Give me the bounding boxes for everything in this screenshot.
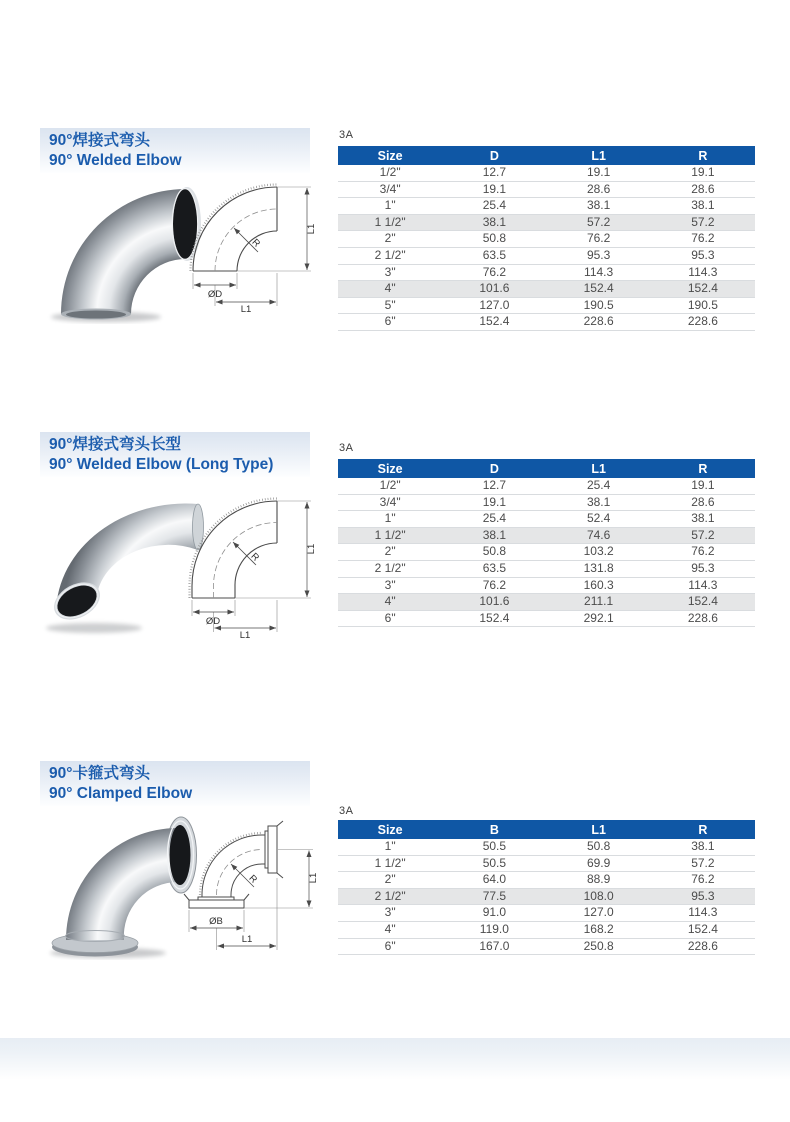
- section-title-en: 90° Welded Elbow: [49, 152, 182, 169]
- table-cell: 57.2: [651, 855, 755, 872]
- table-cell: 28.6: [547, 181, 651, 198]
- table-cell: 63.5: [442, 560, 546, 577]
- table-cell: 168.2: [547, 921, 651, 938]
- section-title-zh: 90°焊接式弯头长型: [49, 436, 181, 453]
- table-cell: 38.1: [547, 494, 651, 511]
- dim-label-diameter: ØD: [207, 289, 223, 300]
- column-header: B: [442, 820, 546, 839]
- table-cell: 77.5: [442, 888, 546, 905]
- table-cell: 25.4: [442, 511, 546, 528]
- table-cell: 228.6: [651, 610, 755, 627]
- table-cell: 2 1/2": [338, 560, 442, 577]
- spec-table-welded-elbow-long: [338, 459, 755, 627]
- table-cell: 6": [338, 938, 442, 955]
- table-cell: 101.6: [442, 594, 546, 611]
- table-cell: 3": [338, 577, 442, 594]
- table-row: [338, 314, 755, 331]
- dim-label-l1-horizontal: L1: [239, 630, 251, 640]
- table-row: [338, 888, 755, 905]
- table-cell: 160.3: [547, 577, 651, 594]
- table-row: [338, 165, 755, 181]
- spec-table-welded-elbow: [338, 146, 755, 331]
- bottom-gradient-band: [0, 1038, 790, 1080]
- table-row: [338, 527, 755, 544]
- welded-elbow-drawing: [180, 176, 320, 316]
- dim-label-l1-vertical: L1: [306, 223, 317, 235]
- table-cell: 25.4: [442, 198, 546, 215]
- table-cell: 114.3: [547, 264, 651, 281]
- table-row: [338, 872, 755, 889]
- table-cell: 190.5: [547, 297, 651, 314]
- section-title-en: 90° Welded Elbow (Long Type): [49, 456, 274, 473]
- table-cell: 6": [338, 314, 442, 331]
- column-header: Size: [338, 459, 442, 478]
- table-cell: 95.3: [651, 247, 755, 264]
- table-cell: 4": [338, 594, 442, 611]
- dim-label-diameter: ØD: [205, 616, 221, 627]
- table-cell: 4": [338, 281, 442, 298]
- table-cell: 3/4": [338, 494, 442, 511]
- table-cell: 152.4: [651, 594, 755, 611]
- table-cell: 76.2: [442, 264, 546, 281]
- dim-label-radius: R: [249, 236, 263, 250]
- column-header: D: [442, 459, 546, 478]
- column-header: Size: [338, 146, 442, 165]
- table-cell: 152.4: [442, 314, 546, 331]
- table-row: [338, 905, 755, 922]
- table-cell: 25.4: [547, 478, 651, 494]
- table-cell: 19.1: [651, 478, 755, 494]
- table-cell: 114.3: [651, 577, 755, 594]
- table-row: [338, 511, 755, 528]
- table-row: [338, 938, 755, 955]
- table-cell: 3": [338, 905, 442, 922]
- table-cell: 57.2: [547, 214, 651, 231]
- table-row: [338, 281, 755, 298]
- table-cell: 52.4: [547, 511, 651, 528]
- table-cell: 19.1: [651, 165, 755, 181]
- table-cell: 3": [338, 264, 442, 281]
- table-cell: 152.4: [651, 281, 755, 298]
- table-cell: 38.1: [547, 198, 651, 215]
- column-header: R: [651, 459, 755, 478]
- table-cell: 74.6: [547, 527, 651, 544]
- table-cell: 114.3: [651, 905, 755, 922]
- table-header-row: [338, 146, 755, 165]
- table-cell: 228.6: [651, 938, 755, 955]
- welded-elbow-long-drawing: [180, 486, 320, 640]
- table-row: [338, 577, 755, 594]
- table-cell: 119.0: [442, 921, 546, 938]
- table-cell: 12.7: [442, 478, 546, 494]
- section-title-block: [40, 761, 310, 806]
- table-cell: 167.0: [442, 938, 546, 955]
- table-cell: 63.5: [442, 247, 546, 264]
- section-title-zh: 90°卡箍式弯头: [49, 765, 150, 782]
- table-cell: 108.0: [547, 888, 651, 905]
- table-cell: 19.1: [442, 494, 546, 511]
- table-row: [338, 855, 755, 872]
- table-cell: 1/2": [338, 478, 442, 494]
- table-row: [338, 198, 755, 215]
- table-cell: 50.5: [442, 855, 546, 872]
- standard-label: 3A: [339, 442, 354, 454]
- table-cell: 57.2: [651, 527, 755, 544]
- table-cell: 1/2": [338, 165, 442, 181]
- table-row: [338, 264, 755, 281]
- table-cell: 95.3: [651, 560, 755, 577]
- table-cell: 50.5: [442, 839, 546, 855]
- table-cell: 50.8: [442, 231, 546, 248]
- table-cell: 1 1/2": [338, 527, 442, 544]
- section-title-zh: 90°焊接式弯头: [49, 132, 150, 149]
- column-header: R: [651, 820, 755, 839]
- table-cell: 76.2: [651, 544, 755, 561]
- table-cell: 38.1: [442, 214, 546, 231]
- table-cell: 50.8: [547, 839, 651, 855]
- column-header: Size: [338, 820, 442, 839]
- dim-label-l1-horizontal: L1: [240, 304, 252, 315]
- table-cell: 28.6: [651, 494, 755, 511]
- table-cell: 211.1: [547, 594, 651, 611]
- column-header: L1: [547, 820, 651, 839]
- dim-label-radius: R: [248, 550, 262, 564]
- table-cell: 38.1: [442, 527, 546, 544]
- column-header: L1: [547, 459, 651, 478]
- table-cell: 91.0: [442, 905, 546, 922]
- table-cell: 1": [338, 839, 442, 855]
- table-cell: 2": [338, 231, 442, 248]
- dim-label-l1-horizontal: L1: [241, 934, 253, 945]
- table-cell: 114.3: [651, 264, 755, 281]
- table-cell: 2 1/2": [338, 888, 442, 905]
- table-cell: 228.6: [651, 314, 755, 331]
- column-header: L1: [547, 146, 651, 165]
- table-row: [338, 560, 755, 577]
- table-cell: 57.2: [651, 214, 755, 231]
- table-cell: 76.2: [651, 872, 755, 889]
- spec-table-clamped-elbow: [338, 820, 755, 955]
- table-row: [338, 494, 755, 511]
- table-cell: 292.1: [547, 610, 651, 627]
- column-header: D: [442, 146, 546, 165]
- table-cell: 76.2: [651, 231, 755, 248]
- table-cell: 1 1/2": [338, 214, 442, 231]
- table-cell: 95.3: [651, 888, 755, 905]
- table-cell: 152.4: [442, 610, 546, 627]
- table-cell: 3/4": [338, 181, 442, 198]
- table-row: [338, 544, 755, 561]
- table-row: [338, 921, 755, 938]
- table-cell: 69.9: [547, 855, 651, 872]
- table-cell: 38.1: [651, 839, 755, 855]
- table-cell: 5": [338, 297, 442, 314]
- section-title-block: [40, 128, 310, 173]
- table-header-row: [338, 820, 755, 839]
- table-cell: 19.1: [442, 181, 546, 198]
- table-cell: 1": [338, 198, 442, 215]
- table-cell: 1 1/2": [338, 855, 442, 872]
- table-cell: 228.6: [547, 314, 651, 331]
- table-cell: 250.8: [547, 938, 651, 955]
- dim-label-diameter: ØB: [209, 916, 223, 927]
- table-cell: 64.0: [442, 872, 546, 889]
- table-cell: 28.6: [651, 181, 755, 198]
- column-header: R: [651, 146, 755, 165]
- table-row: [338, 839, 755, 855]
- table-cell: 103.2: [547, 544, 651, 561]
- table-cell: 4": [338, 921, 442, 938]
- dim-label-radius: R: [246, 872, 260, 886]
- table-cell: 50.8: [442, 544, 546, 561]
- table-cell: 38.1: [651, 511, 755, 528]
- section-title-block: [40, 432, 310, 477]
- table-cell: 101.6: [442, 281, 546, 298]
- table-row: [338, 231, 755, 248]
- clamped-elbow-drawing: [180, 810, 330, 955]
- table-cell: 2": [338, 872, 442, 889]
- table-cell: 38.1: [651, 198, 755, 215]
- table-row: [338, 610, 755, 627]
- table-cell: 1": [338, 511, 442, 528]
- table-cell: 95.3: [547, 247, 651, 264]
- table-cell: 6": [338, 610, 442, 627]
- table-cell: 152.4: [651, 921, 755, 938]
- standard-label: 3A: [339, 129, 354, 141]
- table-header-row: [338, 459, 755, 478]
- table-row: [338, 297, 755, 314]
- dim-label-l1-vertical: L1: [308, 872, 319, 884]
- table-row: [338, 247, 755, 264]
- table-cell: 76.2: [442, 577, 546, 594]
- table-cell: 190.5: [651, 297, 755, 314]
- table-row: [338, 181, 755, 198]
- table-cell: 131.8: [547, 560, 651, 577]
- dim-label-l1-vertical: L1: [306, 543, 317, 555]
- table-cell: 152.4: [547, 281, 651, 298]
- table-row: [338, 478, 755, 494]
- table-cell: 88.9: [547, 872, 651, 889]
- table-cell: 2 1/2": [338, 247, 442, 264]
- table-row: [338, 594, 755, 611]
- table-cell: 19.1: [547, 165, 651, 181]
- table-cell: 2": [338, 544, 442, 561]
- standard-label: 3A: [339, 805, 354, 817]
- table-cell: 127.0: [547, 905, 651, 922]
- table-row: [338, 214, 755, 231]
- table-cell: 127.0: [442, 297, 546, 314]
- section-title-en: 90° Clamped Elbow: [49, 785, 193, 802]
- table-cell: 76.2: [547, 231, 651, 248]
- table-cell: 12.7: [442, 165, 546, 181]
